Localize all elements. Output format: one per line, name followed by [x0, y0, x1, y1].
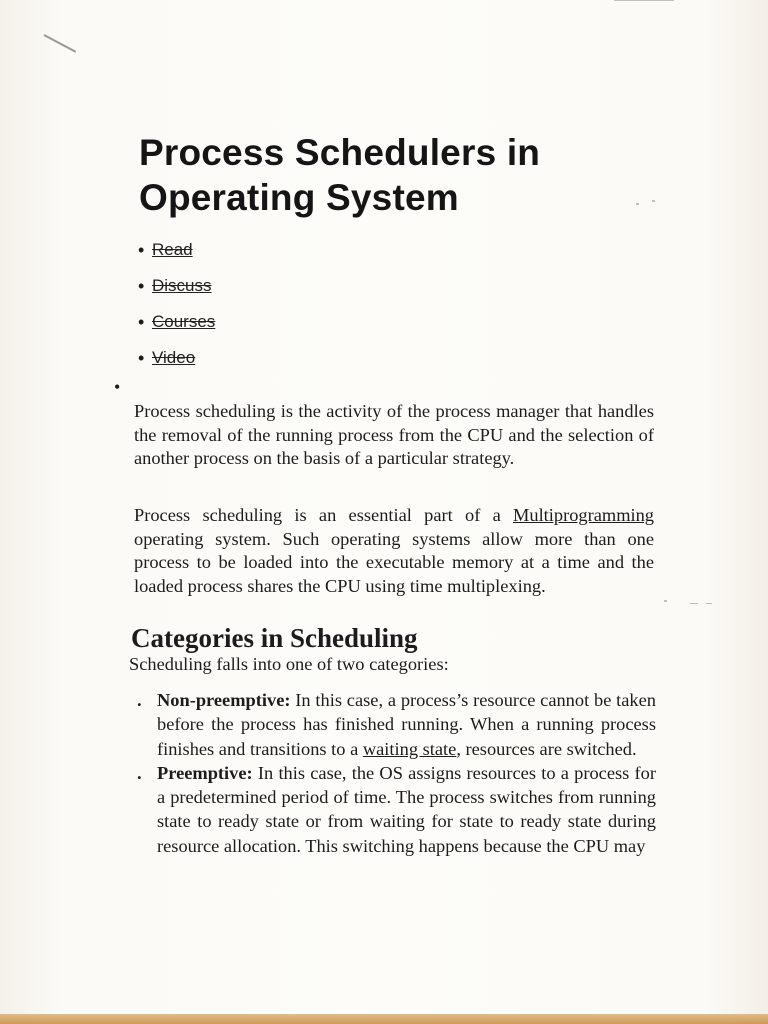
page-edge — [0, 1014, 768, 1024]
tab-label: Discuss — [152, 276, 212, 295]
pen-mark — [44, 34, 77, 53]
tab-label: Courses — [152, 312, 216, 331]
scan-speck — [706, 603, 712, 604]
tab-label: Read — [152, 240, 193, 259]
list-item-preemptive — [132, 761, 656, 858]
intro-paragraph: Process scheduling is the activity of the process manager that handles the removal of the running process from the CPU and the selection of another process on the basis of a particular strategy. — [134, 401, 654, 468]
category-text: , resources are switched. — [456, 738, 637, 759]
bullet-dot: • — [138, 240, 145, 260]
list-item-non-preemptive — [132, 688, 656, 761]
tab-read[interactable] — [138, 232, 215, 268]
tab-discuss[interactable] — [138, 268, 215, 304]
section-intro: Scheduling falls into one of two categories: — [129, 654, 449, 674]
article-tabs — [138, 232, 215, 376]
tab-label: Video — [152, 348, 196, 367]
bullet-dot: • — [138, 276, 145, 296]
page-title: Process Schedulers in Operating System — [139, 132, 541, 218]
category-text: In this case, a process’s resource cannot be taken before the process has finished running. When a running process finishes and transitions to a — [157, 690, 656, 759]
section-heading: Categories in Scheduling — [131, 623, 418, 653]
waiting-state-link[interactable]: waiting state — [362, 738, 457, 759]
multiprogramming-link[interactable]: Multiprogramming — [513, 505, 654, 525]
tab-courses[interactable] — [138, 304, 215, 340]
tab-video[interactable] — [138, 340, 215, 376]
category-term: Non-preemptive: — [157, 690, 291, 710]
bullet-dot: • — [114, 377, 121, 397]
bullet-dot: . — [137, 762, 142, 783]
scan-speck — [690, 603, 698, 604]
paragraph-text: operating system. Such operating systems allow more than one process to be loaded into the executable memory at a time and the loaded process shares the CPU using time multiplexing. — [134, 528, 654, 596]
category-term: Preemptive: — [157, 762, 253, 783]
bullet-dot: . — [137, 690, 142, 710]
categories-list — [132, 688, 656, 858]
bullet-dot: • — [138, 312, 145, 332]
paragraph-text: Process scheduling is an essential part of a — [134, 505, 514, 525]
category-text: In this case, the OS assigns resources to a process for a predetermined period of time. The process switches from running state to ready state or from waiting for state to ready state during resource allocation. This switching happens because the CPU may — [157, 762, 656, 856]
scan-speck — [664, 600, 667, 602]
bullet-dot: • — [138, 348, 145, 368]
scan-speck — [614, 0, 674, 1]
multiprogramming-paragraph — [134, 504, 654, 598]
